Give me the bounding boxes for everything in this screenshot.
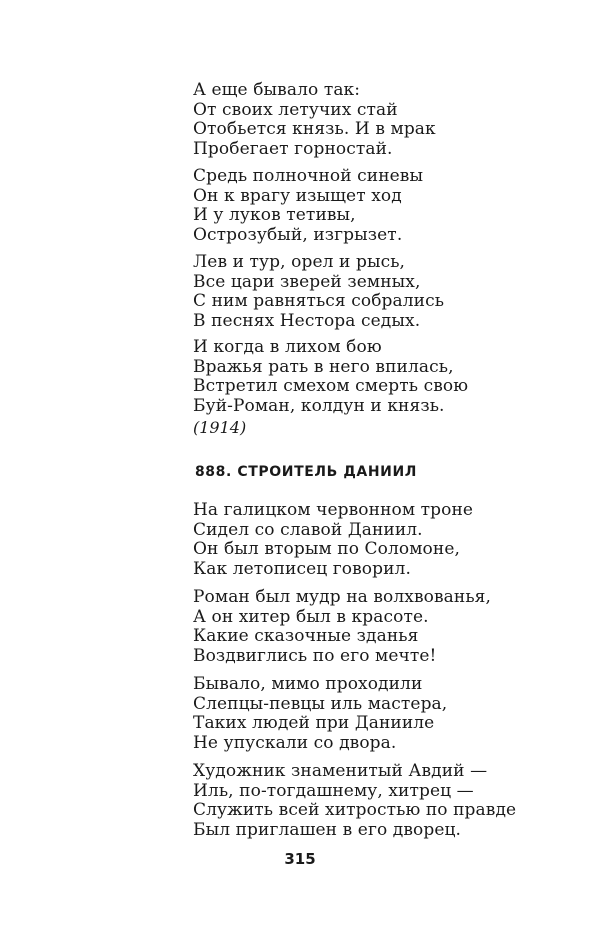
verse-line: С ним равняться собрались bbox=[193, 291, 445, 312]
stanza bbox=[193, 588, 491, 666]
verse-line: От своих летучих стай bbox=[193, 99, 398, 120]
poem-date: (1914) bbox=[193, 418, 247, 437]
verse-line: И когда в лихом бою bbox=[193, 337, 382, 357]
stanza bbox=[193, 338, 468, 416]
verse-line: Вражья рать в него впилась, bbox=[193, 356, 454, 377]
verse-line: Средь полночной синевы bbox=[193, 166, 424, 186]
verse-line: А еще бывало так: bbox=[193, 80, 361, 100]
stanza bbox=[193, 167, 423, 245]
verse-line: Пробегает горностай. bbox=[193, 138, 393, 159]
verse-line: Слепцы-певцы иль мастера, bbox=[193, 693, 448, 714]
verse-line: Встретил смехом смерть свою bbox=[193, 376, 469, 397]
verse-line: В песнях Нестора седых. bbox=[193, 310, 421, 331]
stanza bbox=[193, 675, 447, 753]
verse-line: Он к врагу изыщет ход bbox=[193, 185, 402, 206]
verse-line: А он хитер был в красоте. bbox=[193, 606, 429, 627]
verse-line: Он был вторым по Соломоне, bbox=[193, 539, 460, 560]
verse-line: Бывало, мимо проходили bbox=[193, 674, 423, 694]
verse-line: Иль, по-тогдашнему, хитрец — bbox=[193, 780, 474, 801]
page-number: 315 bbox=[284, 850, 316, 868]
verse-line: Отобьется князь. И в мрак bbox=[193, 119, 436, 140]
verse-line: Был приглашен в его дворец. bbox=[193, 819, 462, 840]
verse-line: Служить всей хитростью по правде bbox=[193, 800, 517, 821]
stanza bbox=[193, 81, 436, 159]
verse-line: Все цари зверей земных, bbox=[193, 271, 421, 292]
verse-line: Воздвиглись по его мечте! bbox=[193, 645, 437, 666]
verse-line: Не упускали со двора. bbox=[193, 732, 397, 753]
verse-line: Буй-Роман, колдун и князь. bbox=[193, 395, 445, 416]
stanza bbox=[193, 762, 516, 840]
verse-line: На галицком червонном троне bbox=[193, 500, 474, 520]
verse-line: Таких людей при Данииле bbox=[193, 713, 435, 734]
poem-heading: 888. СТРОИТЕЛЬ ДАНИИЛ bbox=[194, 464, 418, 480]
verse-line: Какие сказочные зданья bbox=[193, 626, 419, 647]
verse-line: И у луков тетивы, bbox=[193, 205, 356, 226]
stanza bbox=[193, 501, 473, 579]
stanza bbox=[193, 253, 444, 331]
verse-line: Лев и тур, орел и рысь, bbox=[193, 252, 406, 272]
verse-line: Роман был мудр на волхвованья, bbox=[193, 587, 492, 607]
verse-line: Острозубый, изгрызет. bbox=[193, 224, 403, 245]
verse-line: Художник знаменитый Авдий — bbox=[193, 761, 488, 781]
verse-line: Сидел со славой Даниил. bbox=[193, 519, 423, 540]
verse-line: Как летописец говорил. bbox=[193, 558, 411, 579]
